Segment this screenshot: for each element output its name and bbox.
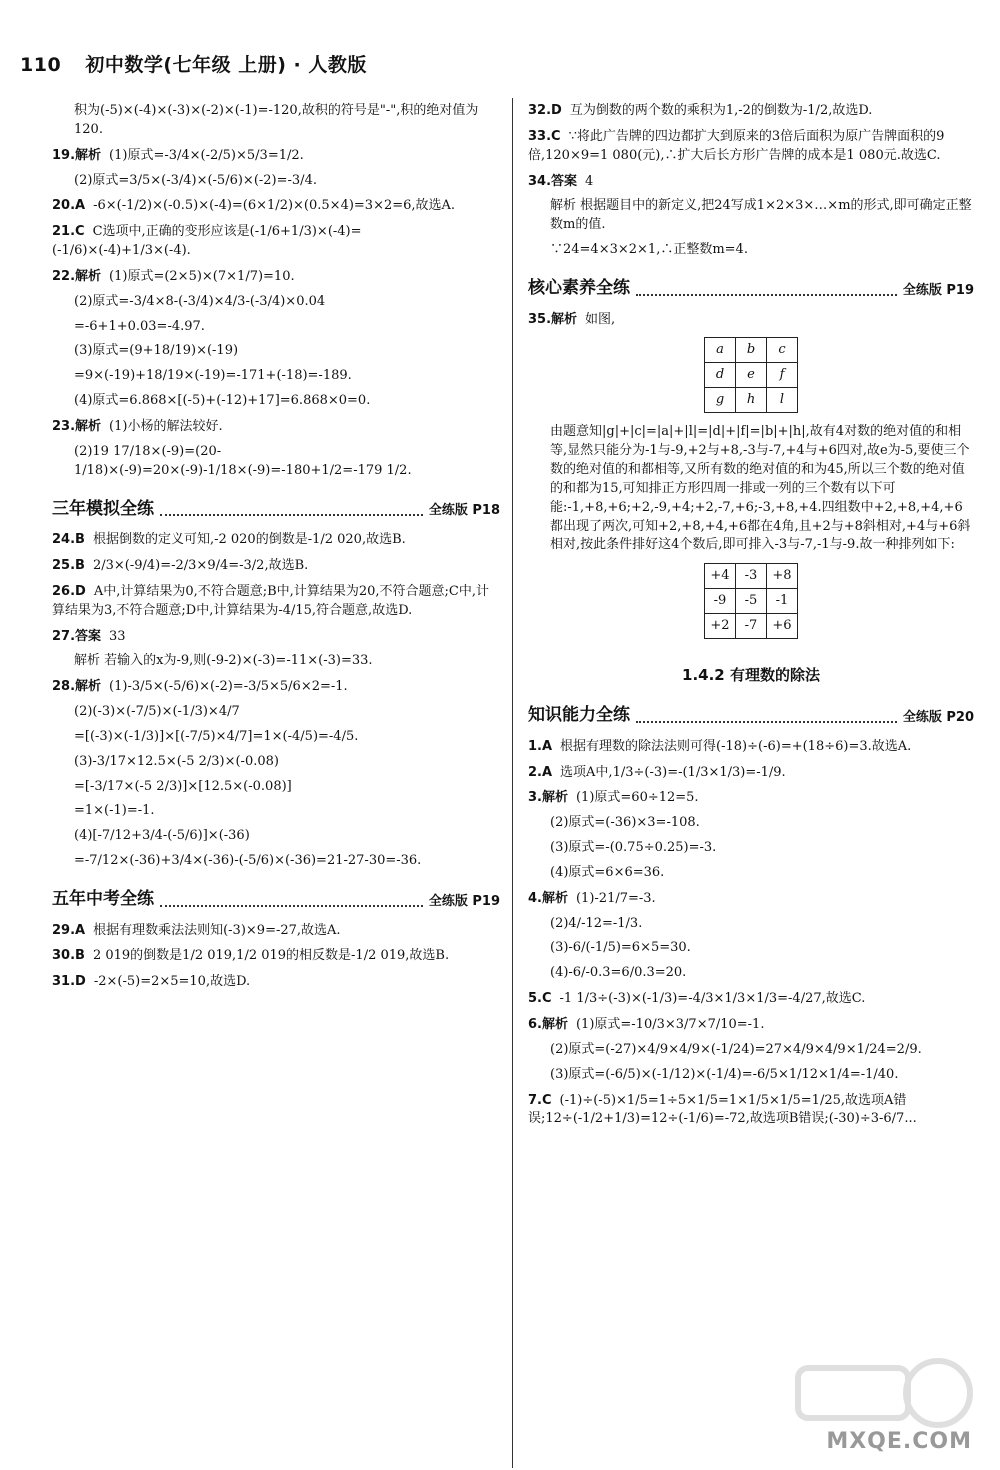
answer-line: C选项中,正确的变形应该是(-1/6+1/3)×(-4)=(-1/6)×(-4)+1/3×(-4).	[52, 224, 362, 259]
grid-row	[705, 589, 798, 614]
letter-cell: c	[767, 338, 798, 363]
answer-item	[52, 973, 500, 992]
section-heading	[52, 887, 500, 912]
grid-row	[705, 564, 798, 589]
answer-line: (4)原式=6.868×[(-5)+(-12)+17]=6.868×0=0.	[74, 393, 371, 409]
section-title: 知识能力全练	[528, 705, 630, 726]
section-heading	[528, 703, 974, 728]
question-number: 27.答案	[52, 628, 102, 644]
column-divider	[512, 98, 513, 1468]
letter-grid	[704, 337, 798, 413]
answer-item	[52, 557, 500, 576]
answer-line: 解析 若输入的x为-9,则(-9-2)×(-3)=-11×(-3)=33.	[74, 653, 373, 669]
question-number: 24.B	[52, 532, 85, 548]
answer-item	[52, 628, 500, 672]
answer-line: =-6+1+0.03=-4.97.	[74, 318, 205, 334]
answer-item	[52, 223, 500, 261]
section-page-ref: 全练版 P18	[428, 503, 500, 519]
answer-item	[52, 678, 500, 871]
section-title: 三年模拟全练	[52, 498, 154, 519]
section-subtitle: 1.4.2 有理数的除法	[682, 666, 820, 685]
answer-line: (3)-3/17×12.5×(-5 2/3)×(-0.08)	[74, 753, 279, 769]
answer-item	[528, 890, 974, 983]
right-column-top	[528, 102, 974, 329]
answer-line: (1)原式=-3/4×(-2/5)×5/3=1/2.	[109, 147, 304, 163]
answer-line: 互为倒数的两个数的乘积为1,-2的倒数为-1/2,故选D.	[569, 103, 873, 118]
grid-row	[705, 388, 798, 413]
answer-line: (2)原式=(-36)×3=-108.	[550, 815, 700, 831]
answer-line: (2)4/-12=-1/3.	[550, 915, 643, 931]
section-heading	[528, 276, 974, 301]
answer-line: 4	[585, 173, 594, 189]
grid-row	[705, 363, 798, 388]
answer-line: (2)19 17/18×(-9)=(20-1/18)×(-9)=20×(-9)-1/18×(-9)=-180+1/2=-179 1/2.	[74, 443, 412, 478]
book-title: 初中数学(七年级 上册) · 人教版	[85, 54, 367, 76]
answer-line: (2)原式=(-27)×4/9×4/9×(-1/24)=27×4/9×4/9×1/24=2/9.	[550, 1041, 922, 1057]
section-page-ref: 全练版 P19	[902, 282, 974, 298]
question-number: 22.解析	[52, 268, 102, 284]
answer-line: (2)(-3)×(-7/5)×(-1/3)×4/7	[74, 704, 240, 720]
answer-line: 根据倒数的定义可知,-2 020的倒数是-1/2 020,故选B.	[92, 532, 406, 548]
answer-line: (1)原式=-10/3×3/7×7/10=-1.	[575, 1016, 765, 1032]
answer-line: ∵24=4×3×2×1,∴正整数m=4.	[550, 242, 748, 258]
answer-line: =1×(-1)=-1.	[74, 803, 155, 819]
question-number: 33.C	[528, 128, 561, 144]
answer-line: A中,计算结果为0,不符合题意;B中,计算结果为20,不符合题意;C中,计算结果为3,不符合题意;D中,计算结果为-4/15,符合题意,故选D.	[52, 583, 489, 618]
answer-line: 根据有理数的除法法则可得(-18)÷(-6)=+(18÷6)=3.故选A.	[560, 738, 912, 754]
answer-item	[528, 1016, 974, 1085]
answer-line: =[(-3)×(-1/3)]×[(-7/5)×4/7]=1×(-4/5)=-4/5.	[74, 728, 359, 744]
letter-cell: d	[705, 363, 736, 388]
answer-line: (4)-6/-0.3=6/0.3=20.	[550, 965, 687, 981]
number-cell: -9	[705, 589, 736, 614]
answer-line: =9×(-19)+18/19×(-19)=-171+(-18)=-189.	[74, 368, 352, 384]
number-cell: +4	[705, 564, 736, 589]
dotted-leader	[636, 721, 897, 723]
page-number: 110	[20, 54, 62, 76]
answer-line: =[-3/17×(-5 2/3)]×[12.5×(-0.08)]	[74, 778, 292, 794]
question-number: 4.解析	[528, 890, 568, 906]
question-number: 25.B	[52, 557, 85, 573]
answer-line: (1)原式=(2×5)×(7×1/7)=10.	[109, 268, 295, 284]
letter-cell: e	[736, 363, 767, 388]
question-number: 21.C	[52, 224, 85, 240]
answer-item	[52, 197, 500, 216]
question-number: 19.解析	[52, 147, 102, 163]
dotted-leader	[160, 905, 423, 907]
answer-line: 积为(-5)×(-4)×(-3)×(-2)×(-1)=-120,故积的符号是"-",积的绝对值为120.	[74, 103, 479, 137]
number-cell: +6	[767, 614, 798, 639]
number-cell: -3	[736, 564, 767, 589]
answer-item	[52, 147, 500, 191]
number-cell: -1	[767, 589, 798, 614]
section-title: 五年中考全练	[52, 888, 154, 909]
page-header	[20, 52, 367, 80]
letter-cell: f	[767, 363, 798, 388]
right-column	[528, 100, 974, 1136]
answer-item	[52, 922, 500, 941]
grid-row	[705, 614, 798, 639]
answer-line: 如图,	[585, 311, 616, 327]
question-number: 20.A	[52, 198, 86, 214]
answer-line: (1)小杨的解法较好.	[109, 418, 223, 434]
answer-line: -6×(-1/2)×(-0.5)×(-4)=(6×1/2)×(0.5×4)=3×2=6,故选A.	[93, 198, 456, 214]
answer-line: 2 019的倒数是1/2 019,1/2 019的相反数是-1/2 019,故选B.	[92, 948, 450, 964]
question-number: 35.解析	[528, 311, 578, 327]
answer-line: 选项A中,1/3÷(-3)=-(1/3×1/3)=-1/9.	[560, 764, 786, 780]
letter-cell: b	[736, 338, 767, 363]
answer-item	[528, 990, 974, 1009]
answer-item	[528, 764, 974, 783]
grid-row	[705, 338, 798, 363]
answer-line: -2×(-5)=2×5=10,故选D.	[93, 974, 251, 990]
section-heading	[52, 497, 500, 522]
question-number: 6.解析	[528, 1016, 568, 1032]
answer-line: =-7/12×(-36)+3/4×(-36)-(-5/6)×(-36)=21-27-30=-36.	[74, 853, 422, 869]
answer-item	[52, 531, 500, 550]
letter-cell: h	[736, 388, 767, 413]
answer-line: ∵将此广告牌的四边都扩大到原来的3倍后面积为原广告牌面积的9倍,120×9=1 080(元),∴扩大后长方形广告牌的成本是1 080元.故选C.	[528, 128, 945, 163]
answer-line: (3)-6/(-1/5)=6×5=30.	[550, 940, 691, 956]
number-cell: -5	[736, 589, 767, 614]
answer-line: (3)原式=(9+18/19)×(-19)	[74, 343, 239, 359]
answer-line: 33	[109, 628, 126, 644]
question-number: 3.解析	[528, 790, 568, 806]
answer-item	[52, 102, 500, 140]
question-number: 7.C	[528, 1092, 552, 1108]
answer-line: 2/3×(-9/4)=-2/3×9/4=-3/2,故选B.	[92, 557, 309, 573]
question-number: 30.B	[52, 948, 85, 964]
answer-item	[528, 128, 974, 166]
question-number: 32.D	[528, 103, 562, 118]
answer-line: (3)原式=(-6/5)×(-1/12)×(-1/4)=-6/5×1/12×1/4=-1/40.	[550, 1066, 899, 1082]
q35-explanation: 由题意知|g|+|c|=|a|+|l|=|d|+|f|=|b|+|h|,故有4对数的绝对值的和相等,显然只能分为-1与-9,+2与+8,-3与-7,+4与+6四对,故e为-5,要使三个数的绝对值的和都相等,又所有数的绝对值的和为45,所以三个数的绝对值的和都为15,可知排正方形四周一排或一列的三个数有以下可能:-1,+8,+6;+2,-9,+4;+2,-7,+6;-3,+8,+4.四组数中+2,+8,+4,+6都出现了两次,可知+2,+8,+4,+6都在4角,且+2与+8斜相对,+4与+6斜相对,按此条件排好这4个数后,即可排入-3与-7,-1与-9.故一种排列如下:	[550, 424, 971, 553]
answer-line: (4)[-7/12+3/4-(-5/6)]×(-36)	[74, 828, 250, 844]
section-title: 核心素养全练	[528, 277, 630, 298]
letter-cell: g	[705, 388, 736, 413]
answer-item	[528, 311, 974, 330]
answer-item	[528, 1092, 974, 1130]
answer-line: (3)原式=-(0.75÷0.25)=-3.	[550, 840, 717, 856]
answer-item	[52, 583, 500, 621]
letter-cell: l	[767, 388, 798, 413]
question-number: 23.解析	[52, 418, 102, 434]
section-page-ref: 全练版 P19	[428, 893, 500, 909]
answer-item	[528, 173, 974, 260]
answer-line: 根据有理数乘法法则知(-3)×9=-27,故选A.	[93, 922, 341, 938]
answer-item	[52, 418, 500, 481]
answer-line: -1 1/3÷(-3)×(-1/3)=-4/3×1/3×1/3=-4/27,故选C.	[559, 991, 866, 1007]
answer-line: (2)原式=-3/4×8-(-3/4)×4/3-(-3/4)×0.04	[74, 293, 326, 309]
answer-line: (1)原式=60÷12=5.	[575, 790, 699, 806]
answer-item	[528, 102, 974, 121]
answer-item	[528, 789, 974, 882]
answer-line: (1)-3/5×(-5/6)×(-2)=-3/5×5/6×2=-1.	[109, 679, 348, 695]
answer-line: (2)原式=3/5×(-3/4)×(-5/6)×(-2)=-3/4.	[74, 172, 317, 188]
answer-line: (-1)÷(-5)×1/5=1÷5×1/5=1×1/5×1/5=1/25,故选项A错误;12÷(-1/2+1/3)=12÷(-1/6)=-72,故选项B错误;(-30)÷3-6/7...	[528, 1092, 917, 1127]
number-cell: +2	[705, 614, 736, 639]
answer-grid	[704, 563, 798, 639]
answer-item	[52, 947, 500, 966]
question-number: 29.A	[52, 922, 86, 938]
question-number: 1.A	[528, 738, 553, 754]
dotted-leader	[160, 514, 423, 516]
answer-item	[52, 268, 500, 411]
answer-line: (1)-21/7=-3.	[575, 890, 656, 906]
question-number: 28.解析	[52, 679, 102, 695]
number-cell: -7	[736, 614, 767, 639]
answer-line: 解析 根据题目中的新定义,把24写成1×2×3×…×m的形式,即可确定正整数m的值.	[550, 198, 972, 233]
question-number: 31.D	[52, 974, 86, 990]
question-number: 5.C	[528, 991, 552, 1007]
left-column	[52, 100, 500, 999]
question-number: 34.答案	[528, 173, 578, 189]
letter-cell: a	[705, 338, 736, 363]
question-number: 2.A	[528, 764, 553, 780]
dotted-leader	[636, 294, 897, 296]
section-page-ref: 全练版 P20	[902, 709, 974, 725]
right-column-bottom	[528, 703, 974, 1129]
watermark-text: MXQE.COM	[826, 1429, 972, 1455]
number-cell: +8	[767, 564, 798, 589]
question-number: 26.D	[52, 583, 86, 599]
answer-line: (4)原式=6×6=36.	[550, 864, 665, 880]
answer-item	[528, 738, 974, 757]
